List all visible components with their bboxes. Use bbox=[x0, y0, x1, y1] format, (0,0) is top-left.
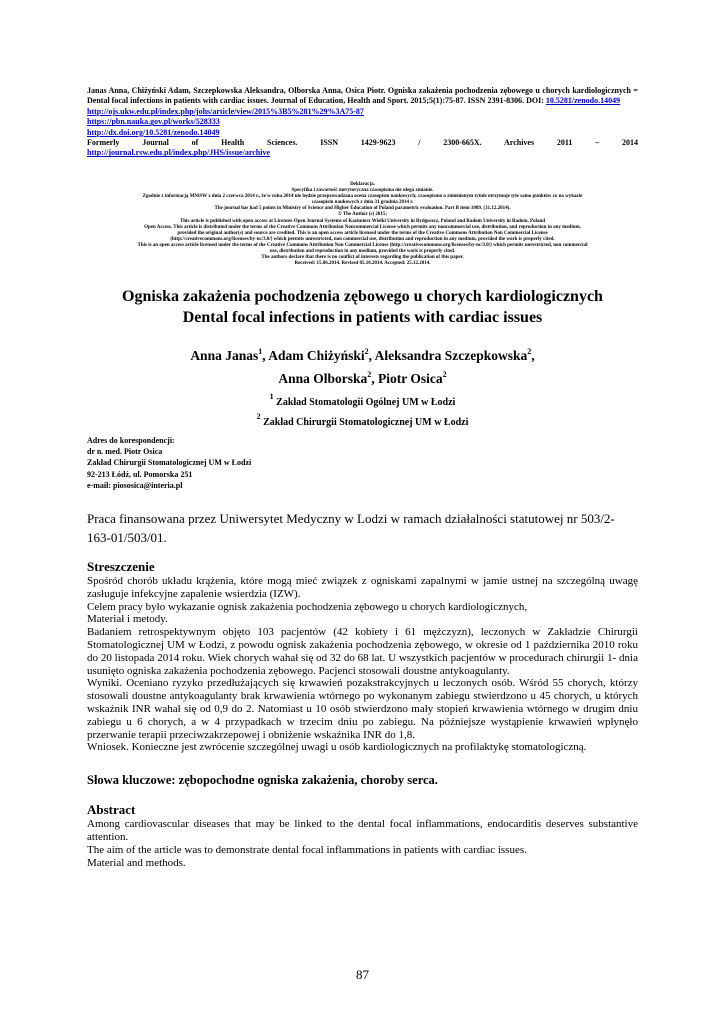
doi-link[interactable]: 10.5281/zenodo.14049 bbox=[545, 96, 621, 106]
title-polish: Ogniska zakażenia pochodzenia zębowego u chorych kardiologicznych bbox=[122, 288, 603, 305]
declaration-line: This article is published with open access at Licensee Open Journal Systems of Kazimierz Wielki University in Bydgoszcz, Poland and Radom University in Radom, Poland bbox=[179, 218, 546, 224]
declaration-line: Specyfika i zawartość merytoryczna czasopisma nie ulega zmianie. bbox=[291, 188, 434, 194]
declaration-line: The authors declare that there is no conflict of interests regarding the publication of this paper. bbox=[261, 255, 464, 261]
article-body bbox=[87, 560, 638, 869]
correspondence-line: Adres do korespondencji: bbox=[87, 436, 175, 445]
streszczenie-heading: Streszczenie bbox=[87, 559, 155, 574]
citation-text bbox=[87, 86, 638, 107]
declaration-line: This is an open access article licensed under the terms of the Creative Commons Attribution Non Commercial License (http://creativecommons.org/licenses/by-nc/3.0/) which permits unrestricted, non commercial bbox=[137, 242, 588, 248]
correspondence-line: 92-213 Łódź, ul. Pomorska 251 bbox=[87, 469, 193, 479]
keywords: Słowa kluczowe: zębopochodne ogniska zakażenia, choroby serca. bbox=[87, 773, 438, 788]
author-name: Adam Chiżyński bbox=[268, 348, 365, 363]
declaration-line: Zgodnie z informacją MNiSW z dnia 2 czerwca 2014 r., że w roku 2014 nie będzie przeprowadzana ocena czasopism naukowych; czasopismo o zmienionym tytule otrzymuje tyle samo punktów co na wykazie bbox=[142, 194, 583, 200]
author-name: Aleksandra Szczepkowska bbox=[374, 348, 528, 363]
abstract-paragraph: Among cardiovascular diseases that may be linked to the dental focal inflammations, endocarditis deserves substantive attention. bbox=[87, 818, 638, 843]
formerly-line: Formerly Journal of Health Sciences. ISSN 1429-9623 / 2300-665X. Archives 2011 – 2014 bbox=[87, 138, 638, 148]
streszczenie-paragraph: Celem pracy było wykazanie ognisk zakażenia pochodzenia zębowego u chorych kardiologicznych, bbox=[87, 600, 528, 613]
declaration-block bbox=[87, 182, 638, 267]
abstract-paragraph: Material and methods. bbox=[87, 856, 186, 869]
declaration-line: Received: 15.06.2014. Revised 05.10.2014. Accepted: 25.12.2014. bbox=[294, 261, 431, 267]
streszczenie-paragraph: Spośród chorób układu krążenia, które mogą mieć związek z ogniskami zapalnymi w jamie ustnej na szczególną uwagę zasługuje infekcyjne zapalenie wsierdzia (IZW). bbox=[87, 575, 638, 600]
author-name: Anna Olborska bbox=[278, 371, 368, 386]
declaration-line: (http://creativecommons.org/licenses/by-nc/3.0/) which permits unrestricted, non commercial use, distribution and reproduction in any medium, provided the work is properly cited. bbox=[170, 236, 555, 242]
correspondence-line: Zakład Chirurgii Stomatologicznej UM w Łodzi bbox=[87, 458, 252, 468]
author-affiliation-mark: 1 bbox=[258, 347, 263, 356]
citation-block bbox=[87, 86, 638, 159]
author-affiliation-mark: 2 bbox=[367, 370, 372, 379]
declaration-line: Deklaracja. bbox=[350, 182, 375, 187]
streszczenie-paragraph: Wyniki. Oceniano ryzyko przedłużających się krwawień pozakstrakcyjnych u leczonych osób. Wśród 55 chorych, którzy stosowali doustne antykoagulanty brak krwawienia wtórnego po wykonanym zabiegu stwierdzono u 45 chorych, u których wskaźnik INR wahał się od 0,9 do 2. Natomiast u 10 osób stwierdzono mały stopień krwawienia wtórnego w drugim dniu zabiegu u 6 chorych, a w 4 przypadkach w trzecim dniu po zabiegu. Na późniejsze wystąpienie krwawień wpłynęło przerwanie terapii przeciwzakrzepowej i obniżenie wskaźnika INR do 1,8. bbox=[87, 677, 638, 741]
declaration-line: use, distribution and reproduction in any medium, provided the work is properly cited. bbox=[269, 249, 456, 255]
author-list: Anna Janas$^1$, Adam Chiżyński$^2$, Aleksandra Szczepkowska$^2$, Anna Olborska$^2$, Piotr Osica$^2$ bbox=[190, 347, 535, 386]
author-affiliation-mark: 2 bbox=[364, 347, 369, 356]
page-number: 87 bbox=[356, 967, 369, 982]
author-affiliation-mark: 2 bbox=[527, 347, 532, 356]
archive-url-link[interactable]: http://journal.rsw.edu.pl/index.php/JHS/issue/archive bbox=[87, 148, 271, 158]
citation-main: Janas Anna, Chiżyński Adam, Szczepkowska Aleksandra, Olborska Anna, Osica Piotr. Ogniska zakażenia pochodzenia zębowego u chorych kardiologicznych = Dental focal infections in patients with cardiac issues. Journal of Education, Health and Sport. 2015;5(1):75-87. ISSN 2391-8306. DOI: bbox=[87, 86, 638, 106]
declaration-line: © The Author (s) 2015; bbox=[337, 212, 388, 218]
abstract-heading: Abstract bbox=[87, 802, 136, 818]
author-name: Anna Janas bbox=[190, 348, 259, 363]
author-affiliation-mark: 2 bbox=[442, 370, 447, 379]
ojs-url-link[interactable]: http://ojs.ukw.edu.pl/index.php/johs/article/view/2015%3B5%281%29%3A75-87 bbox=[87, 106, 364, 116]
title-english: Dental focal infections in patients with cardiac issues bbox=[182, 309, 543, 326]
declaration-line: czasopism naukowych z dnia 31 grudnia 2014 r. bbox=[311, 200, 414, 206]
affiliations bbox=[87, 390, 638, 430]
declaration-line: Open Access. This article is distributed under the terms of the Creative Commons Attribution Noncommercial License which permits any noncommercial use, distribution, and reproduction in any medium, bbox=[144, 224, 581, 230]
affiliation-1: Zakład Stomatologii Ogólnej UM w Łodzi bbox=[276, 397, 456, 408]
correspondence-line: dr n. med. Piotr Osica bbox=[87, 447, 163, 457]
declaration-line: provided the original author(s) and source are credited. This is an open access article licensed under the terms of the Creative Commons Attribution Non Commercial License bbox=[177, 230, 548, 236]
affiliation-number: 1 bbox=[269, 392, 274, 401]
streszczenie-paragraph: Materiał i metody. bbox=[87, 613, 168, 626]
declaration-line: The journal has had 5 points in Ministry of Science and Higher Education of Poland parametric evaluation. Part B item 1089. (31.12.2014). bbox=[214, 206, 511, 212]
affiliation-2: Zakład Chirurgii Stomatologicznej UM w Łodzi bbox=[263, 417, 469, 428]
pbn-url-link[interactable]: https://pbn.nauka.gov.pl/works/528333 bbox=[87, 117, 220, 127]
correspondence-address bbox=[87, 435, 638, 491]
correspondence-email: e-mail: piososica@interia.pl bbox=[87, 480, 183, 490]
streszczenie-paragraph: Badaniem retrospektywnym objęto 103 pacjentów (42 kobiety i 61 mężczyzn), leczonych w Zakładzie Chirurgii Stomatologicznej UM w Łodzi, z powodu ognisk zakażenia pochodzenia zębowego, w okresie od 1 października 2010 roku do 20 listopada 2014 roku. Wiek chorych wahał się od 32 do 68 lat. U wszystkich pacjentów w procedurach chirurgii 1- dnia usunięto ogniska zakażenia pochodzenia zębowego. Pacjenci stosowali doustne antykoagulanty. bbox=[87, 626, 638, 677]
funding-note: Praca finansowana przez Uniwersytet Medyczny w Lodzi w ramach działalności statutowej nr 503/2-163-01/503/01. bbox=[87, 511, 615, 545]
streszczenie-paragraph: Wniosek. Konieczne jest zwrócenie szczególnej uwagi u osób kardiologicznych na profilaktykę stomatologiczną. bbox=[87, 741, 587, 754]
abstract-paragraph: The aim of the article was to demonstrate dental focal inflammations in patients with cardiac issues. bbox=[87, 843, 527, 856]
affiliation-number: 2 bbox=[256, 412, 261, 421]
article-title bbox=[87, 286, 638, 328]
author-name: Piotr Osica bbox=[378, 371, 443, 386]
doi-url-link[interactable]: http://dx.doi.org/10.5281/zenodo.14049 bbox=[87, 127, 220, 137]
